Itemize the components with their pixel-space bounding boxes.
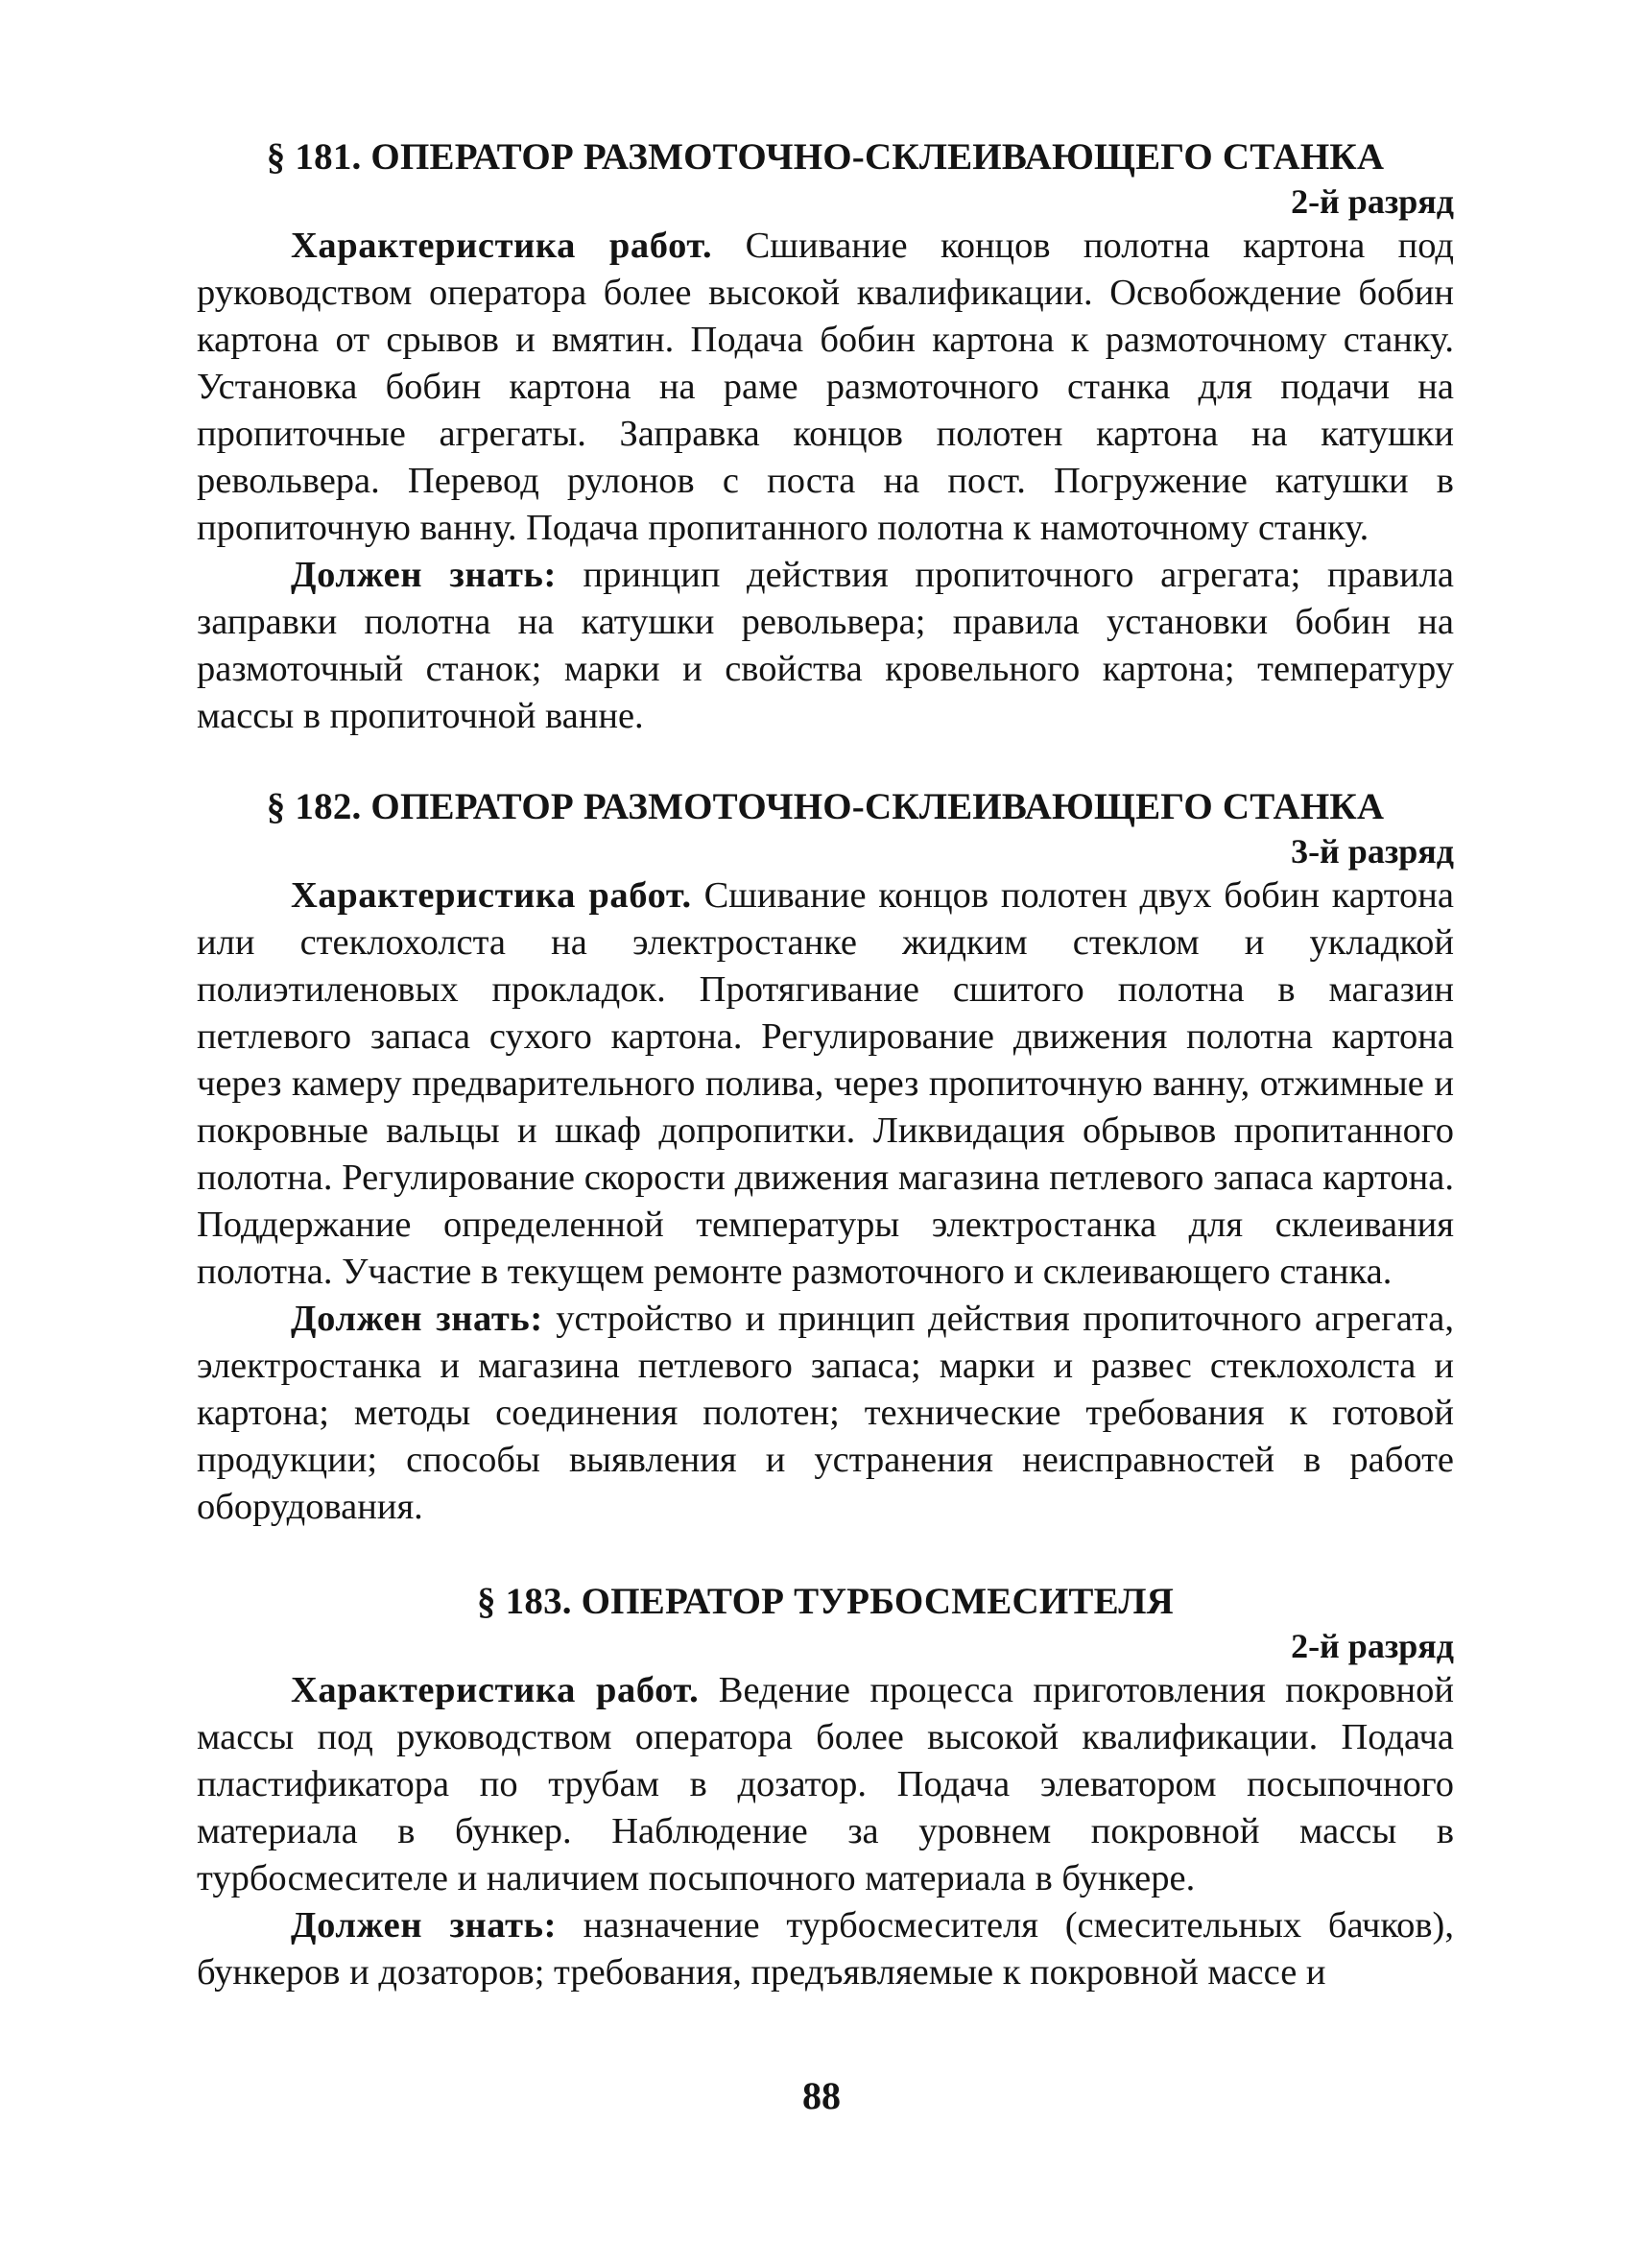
required-knowledge-text: назначение турбосмесителя (смесительных бачков), бункеров и дозаторов; требования, предъявляемые к покровной массе и: [197, 1905, 1454, 1993]
work-characteristics-text: Ведение процесса приготовления покровной массы под руководством оператора более высокой квалификации. Подача пластификатора по трубам в дозатор. Подача элеватором посыпочного материала в бункер. Наблюдение за уровнем покровной массы в турбосмесителе и наличием посыпочного материала в бункере.: [197, 1670, 1454, 1898]
section-182: [197, 784, 1454, 1531]
required-knowledge-label: Должен знать:: [291, 555, 557, 595]
section-heading: § 182. ОПЕРАТОР РАЗМОТОЧНО-СКЛЕИВАЮЩЕГО СТАНКА: [266, 786, 1385, 827]
section-heading: § 183. ОПЕРАТОР ТУРБОСМЕСИТЕЛЯ: [477, 1581, 1174, 1622]
required-knowledge: [197, 1296, 1454, 1531]
work-characteristics: [197, 1667, 1454, 1902]
work-characteristics-text: Сшивание концов полотен двух бобин картона или стеклохолста на электростанке жидким стеклом и укладкой полиэтиленовых прокладок. Протягивание сшитого полотна в магазин петлевого запаса сухого картона. Регулирование движения полотна картона через камеру предварительного полива, через пропиточную ванну, отжимные и покровные вальцы и шкаф допропитки. Ликвидация обрывов пропитанного полотна. Регулирование скорости движения магазина петлевого запаса картона. Поддержание определенной температуры электростанка для склеивания полотна. Участие в текущем ремонте размоточного и склеивающего станка.: [197, 875, 1454, 1292]
section-181: [197, 134, 1454, 740]
required-knowledge-text: принцип действия пропиточного агрегата; правила заправки полотна на катушки револьвера; правила установки бобин на размоточный станок; марки и свойства кровельного картона; температуру массы в пропиточной ванне.: [197, 555, 1454, 736]
required-knowledge-label: Должен знать:: [291, 1299, 543, 1339]
page-number: 88: [802, 2074, 841, 2117]
work-characteristics: [197, 872, 1454, 1296]
work-characteristics-label: Характеристика работ.: [291, 1670, 700, 1710]
work-characteristics-label: Характеристика работ.: [291, 226, 713, 266]
required-knowledge-text: устройство и принцип действия пропиточного агрегата, электростанка и магазина петлевого запаса; марки и развес стеклохолста и картона; методы соединения полотен; технические требования к готовой продукции; способы выявления и устранения неисправностей в работе оборудования.: [197, 1299, 1455, 1527]
document-page: [197, 134, 1454, 1996]
required-knowledge: [197, 552, 1454, 740]
required-knowledge: [197, 1902, 1454, 1996]
work-characteristics: [197, 223, 1454, 552]
section-heading: § 181. ОПЕРАТОР РАЗМОТОЧНО-СКЛЕИВАЮЩЕГО СТАНКА: [266, 136, 1385, 178]
work-characteristics-label: Характеристика работ.: [291, 875, 692, 916]
grade-label: 3-й разряд: [1291, 832, 1454, 871]
section-183: [197, 1579, 1454, 1996]
work-characteristics-text: Сшивание концов полотна картона под руководством оператора более высокой квалификации. Освобождение бобин картона от срывов и вмятин. Подача бобин картона к размоточному станку. Установка бобин картона на раме размоточного станка для подачи на пропиточные агрегаты. Заправка концов полотен картона на катушки револьвера. Перевод рулонов с поста на пост. Погружение катушки в пропиточную ванну. Подача пропитанного полотна к намоточному станку.: [197, 226, 1454, 548]
required-knowledge-label: Должен знать:: [291, 1905, 558, 1946]
grade-label: 2-й разряд: [1291, 182, 1454, 221]
grade-label: 2-й разряд: [1291, 1627, 1454, 1665]
